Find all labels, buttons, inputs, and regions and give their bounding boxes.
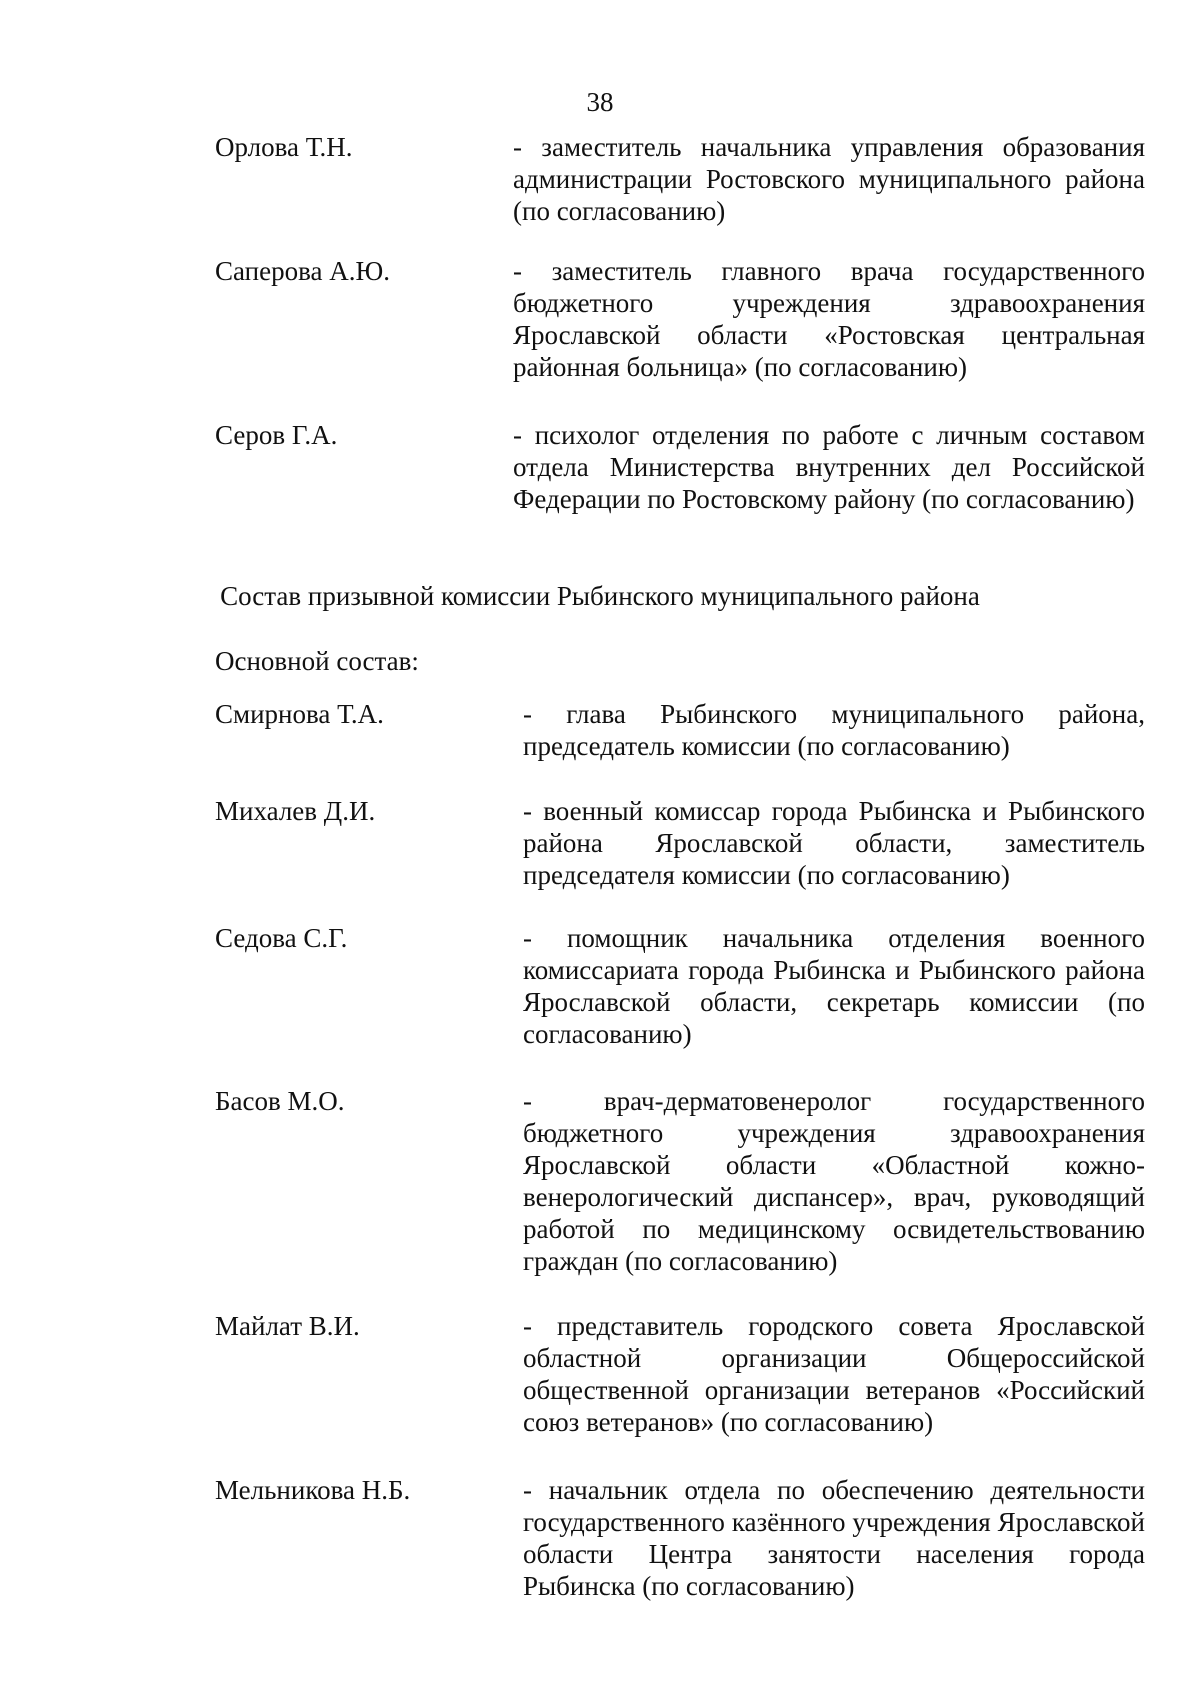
member-role: - врач-дерматовенеролог государственного бюджетного учреждения здравоохранения Ярославской области «Областной кожно-венерологический диспансер», врач, руководящий работой по медицинскому освидетельствованию граждан (по согласованию)	[523, 1086, 1145, 1276]
member-name: Седова С.Г.	[215, 923, 348, 953]
member-name: Орлова Т.Н.	[215, 132, 353, 162]
member-role: - начальник отдела по обеспечению деятельности государственного казённого учреждения Ярославской области Центра занятости населения города Рыбинска (по согласованию)	[523, 1475, 1145, 1601]
member-role: - заместитель главного врача государственного бюджетного учреждения здравоохранения Ярославской области «Ростовская центральная районная больница» (по согласованию)	[513, 256, 1145, 382]
member-role: - заместитель начальника управления образования администрации Ростовского муниципального района (по согласованию)	[513, 132, 1145, 226]
member-role: - психолог отделения по работе с личным составом отдела Министерства внутренних дел Российской Федерации по Ростовскому району (по согласованию)	[513, 420, 1145, 514]
member-name: Басов М.О.	[215, 1086, 345, 1116]
subheading: Основной состав:	[215, 646, 419, 676]
section-title: Состав призывной комиссии Рыбинского муниципального района	[220, 581, 980, 611]
member-name: Серов Г.А.	[215, 420, 338, 450]
member-role: - военный комиссар города Рыбинска и Рыбинского района Ярославской области, заместитель председателя комиссии (по согласованию)	[523, 796, 1145, 890]
page-number: 38	[586, 87, 614, 117]
member-role: - глава Рыбинского муниципального района, председатель комиссии (по согласованию)	[523, 699, 1145, 761]
member-name: Мельникова Н.Б.	[215, 1475, 411, 1505]
member-name: Майлат В.И.	[215, 1311, 360, 1341]
member-role: - помощник начальника отделения военного комиссариата города Рыбинска и Рыбинского района Ярославской области, секретарь комиссии (по согласованию)	[523, 923, 1145, 1049]
member-role: - представитель городского совета Ярославской областной организации Общероссийской общественной организации ветеранов «Российский союз ветеранов» (по согласованию)	[523, 1311, 1145, 1437]
member-name: Михалев Д.И.	[215, 796, 376, 826]
member-name: Смирнова Т.А.	[215, 699, 384, 729]
member-name: Саперова А.Ю.	[215, 256, 390, 286]
